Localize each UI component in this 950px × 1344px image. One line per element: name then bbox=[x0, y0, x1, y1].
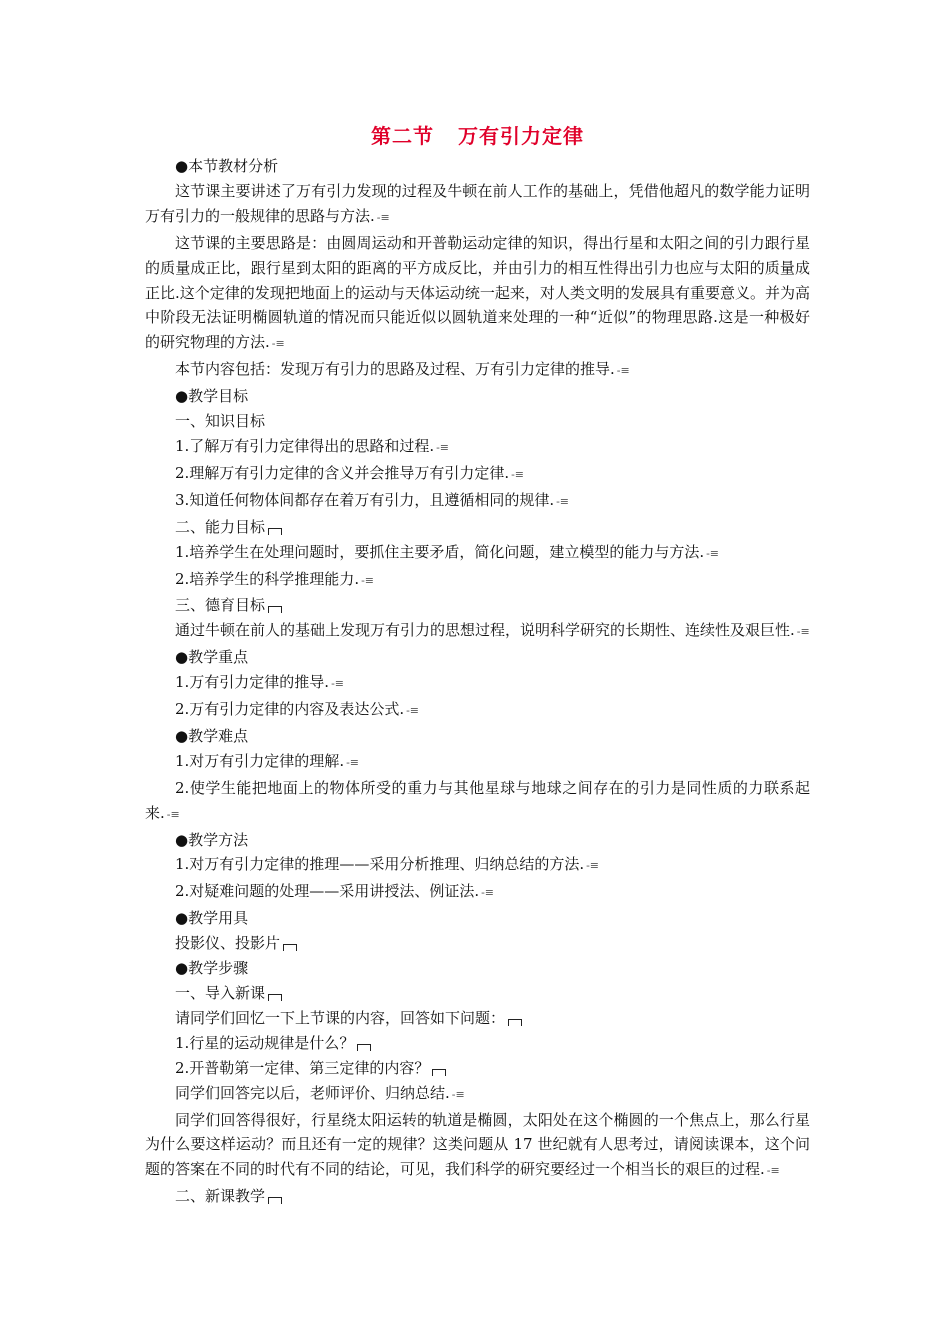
paragraph bbox=[145, 154, 810, 179]
paragraph bbox=[145, 852, 810, 879]
paragraph-text: 2.开普勒第一定律、第三定律的内容？ bbox=[175, 1058, 430, 1077]
paragraph-text: 一、知识目标 bbox=[175, 412, 266, 431]
paragraph-text: 1.培养学生在处理问题时，要抓住主要矛盾，简化问题，建立模型的能力与方法. bbox=[175, 542, 705, 561]
paragraph bbox=[145, 593, 810, 618]
paragraph-text: 2.理解万有引力定律的含义并会推导万有引力定律. bbox=[175, 463, 510, 482]
paragraph bbox=[145, 179, 810, 231]
paragraph-text: 二、能力目标 bbox=[175, 517, 266, 536]
paragraph bbox=[145, 434, 810, 461]
paragraph-text: 同学们回答得很好，行星绕太阳运转的轨道是椭圆，太阳处在这个椭圆的一个焦点上，那么行星为什么要这样运动？而且还有一定的规律？这类问题从 17 世纪就有人思考过，请阅读课本，这个问题的答案在不同的时代有不同的结论，可见，我们科学的研究要经过一个相当长的艰巨的过程. bbox=[145, 1110, 810, 1179]
line-break-mark-icon bbox=[357, 1044, 371, 1051]
paragraph bbox=[145, 461, 810, 488]
paragraph-text: 三、德育目标 bbox=[175, 596, 266, 615]
paragraph-text: 通过牛顿在前人的基础上发现万有引力的思想过程，说明科学研究的长期性、连续性及艰巨性. bbox=[175, 621, 795, 640]
paragraph bbox=[145, 906, 810, 931]
paragraph bbox=[145, 231, 810, 358]
paragraph-end-mark: -≡ bbox=[451, 1087, 465, 1101]
paragraph-text: ●教学方法 bbox=[175, 830, 249, 849]
line-break-mark-icon bbox=[432, 1069, 446, 1076]
paragraph bbox=[145, 515, 810, 540]
paragraph bbox=[145, 697, 810, 724]
paragraph-end-mark: -≡ bbox=[271, 337, 285, 351]
paragraph-text: 2.万有引力定律的内容及表达公式. bbox=[175, 700, 405, 719]
paragraph-text: 1.对万有引力定律的推理——采用分析推理、归纳总结的方法. bbox=[175, 855, 585, 874]
line-break-mark-icon bbox=[268, 994, 282, 1001]
paragraph bbox=[145, 981, 810, 1006]
paragraph bbox=[145, 1031, 810, 1056]
paragraph-text: 二、新课教学 bbox=[175, 1187, 266, 1206]
line-break-mark-icon bbox=[283, 944, 297, 951]
paragraph-end-mark: -≡ bbox=[481, 886, 495, 900]
paragraph-text: 这节课主要讲述了万有引力发现的过程及牛顿在前人工作的基础上，凭借他超凡的数学能力证明万有引力的一般规律的思路与方法. bbox=[145, 181, 810, 225]
paragraph bbox=[145, 724, 810, 749]
paragraph-text: 同学们回答完以后，老师评价、归纳总结. bbox=[175, 1083, 450, 1102]
paragraph bbox=[145, 956, 810, 981]
page-title bbox=[145, 118, 810, 154]
paragraph-end-mark: -≡ bbox=[766, 1164, 780, 1178]
title-section-number: 第二节 bbox=[371, 124, 434, 148]
paragraph bbox=[145, 776, 810, 828]
paragraph-text: 2.对疑难问题的处理——采用讲授法、例证法. bbox=[175, 882, 480, 901]
paragraph-text: ●教学步骤 bbox=[175, 959, 249, 978]
paragraph bbox=[145, 828, 810, 853]
paragraph-text: 2.培养学生的科学推理能力. bbox=[175, 569, 360, 588]
line-break-mark-icon bbox=[268, 1197, 282, 1204]
paragraph bbox=[145, 567, 810, 594]
paragraph-end-mark: -≡ bbox=[406, 704, 420, 718]
paragraph-end-mark: -≡ bbox=[796, 625, 810, 639]
paragraph bbox=[145, 409, 810, 434]
paragraph-end-mark: -≡ bbox=[376, 210, 390, 224]
paragraph bbox=[145, 540, 810, 567]
paragraph-text: 2.使学生能把地面上的物体所受的重力与其他星球与地球之间存在的引力是同性质的力联系起来. bbox=[145, 778, 810, 822]
paragraph-text: 请同学们回忆一下上节课的内容，回答如下问题： bbox=[175, 1008, 506, 1027]
paragraph bbox=[145, 879, 810, 906]
line-break-mark-icon bbox=[268, 528, 282, 535]
paragraph bbox=[145, 931, 810, 956]
document-page bbox=[145, 118, 810, 1209]
paragraph-text: ●教学重点 bbox=[175, 648, 249, 667]
paragraph-end-mark: -≡ bbox=[706, 546, 720, 560]
paragraph bbox=[145, 1184, 810, 1209]
paragraph-text: 1.了解万有引力定律得出的思路和过程. bbox=[175, 436, 435, 455]
paragraph-end-mark: -≡ bbox=[436, 440, 450, 454]
paragraph-text: 本节内容包括：发现万有引力的思路及过程、万有引力定律的推导. bbox=[175, 360, 615, 379]
paragraph-text: 一、导入新课 bbox=[175, 984, 266, 1002]
line-break-mark-icon bbox=[268, 606, 282, 613]
paragraph-text: 1.万有引力定律的推导. bbox=[175, 673, 330, 692]
paragraph-end-mark: -≡ bbox=[331, 677, 345, 691]
paragraph-end-mark: -≡ bbox=[361, 573, 375, 587]
paragraph-text: 投影仪、投影片 bbox=[175, 934, 281, 953]
paragraph bbox=[145, 618, 810, 645]
paragraph-text: ●教学目标 bbox=[175, 387, 249, 406]
paragraph bbox=[145, 488, 810, 515]
paragraph-text: 1.对万有引力定律的理解. bbox=[175, 751, 345, 770]
paragraph-end-mark: -≡ bbox=[586, 859, 600, 873]
paragraph bbox=[145, 357, 810, 384]
line-break-mark-icon bbox=[508, 1019, 522, 1026]
paragraph bbox=[145, 384, 810, 409]
paragraph bbox=[145, 645, 810, 670]
paragraph-text: ●教学用具 bbox=[175, 909, 249, 928]
paragraph-end-mark: -≡ bbox=[556, 494, 570, 508]
paragraph bbox=[145, 670, 810, 697]
paragraph bbox=[145, 1056, 810, 1081]
paragraph-text: 3.知道任何物体间都存在着万有引力，且遵循相同的规律. bbox=[175, 490, 555, 509]
paragraph bbox=[145, 1108, 810, 1185]
paragraph-end-mark: -≡ bbox=[616, 364, 630, 378]
paragraph bbox=[145, 749, 810, 776]
paragraph-text: 这节课的主要思路是：由圆周运动和开普勒运动定律的知识，得出行星和太阳之间的引力跟行星的质量成正比，跟行星到太阳的距离的平方成反比，并由引力的相互性得出引力也应与太阳的质量成正比.这个定律的发现把地面上的运动与天体运动统一起来，对人类文明的发展具有重要意义。并为高中阶段无法证明椭圆轨道的情况而只能近似以圆轨道来处理的一种“近似”的物理思路.这是一种极好的研究物理的方法. bbox=[145, 233, 810, 352]
paragraph-end-mark: -≡ bbox=[511, 467, 525, 481]
paragraph-text: 1.行星的运动规律是什么？ bbox=[175, 1033, 355, 1052]
paragraph-text: ●教学难点 bbox=[175, 726, 249, 745]
paragraph-text: ●本节教材分析 bbox=[175, 157, 279, 175]
paragraph bbox=[145, 1006, 810, 1031]
paragraph bbox=[145, 1081, 810, 1108]
paragraph-end-mark: -≡ bbox=[166, 807, 180, 821]
paragraph-end-mark: -≡ bbox=[346, 755, 360, 769]
title-text: 万有引力定律 bbox=[458, 124, 584, 148]
document-body bbox=[145, 154, 810, 1209]
